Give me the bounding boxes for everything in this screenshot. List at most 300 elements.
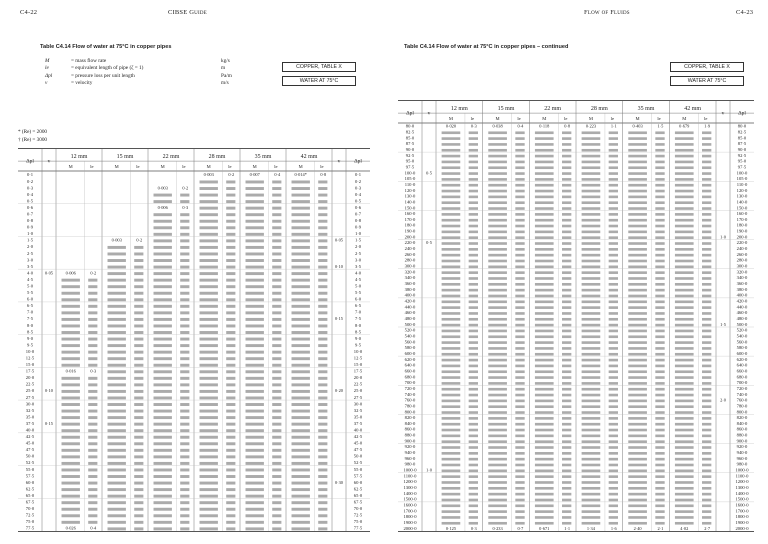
column-head-m: M <box>114 163 119 169</box>
dp-value: 9·5 <box>26 342 34 348</box>
cell-mark <box>702 359 711 362</box>
cell-mark <box>246 324 264 327</box>
cell-mark <box>442 394 461 397</box>
cell-mark <box>292 527 310 530</box>
cell-mark <box>200 318 218 321</box>
cell-mark <box>108 305 126 308</box>
cell-mark <box>88 338 97 341</box>
cell-mark <box>562 341 571 344</box>
dp-value: 680·0 <box>736 374 748 380</box>
cell-mass-flow: 0·003 <box>111 237 122 243</box>
cell-mark <box>88 423 97 426</box>
cell-mark <box>535 405 554 408</box>
cell-mark <box>702 370 711 373</box>
cell-mark <box>582 487 601 490</box>
cell-mark <box>226 266 235 269</box>
cell-mark <box>62 383 80 386</box>
cell-mark <box>702 365 711 368</box>
cell-mark <box>702 382 711 385</box>
cell-mark <box>515 306 524 309</box>
cell-mark <box>180 279 189 282</box>
cell-mark <box>515 289 524 292</box>
cell-mark <box>675 289 694 292</box>
cell-mark <box>515 219 524 222</box>
cell-mark <box>702 417 711 420</box>
cell-equivalent-length: 0·2 <box>182 185 189 191</box>
cell-mark <box>200 436 218 439</box>
cell-mark <box>515 405 524 408</box>
cell-mark <box>469 510 478 513</box>
cell-mark <box>318 403 327 406</box>
dp-value: 97·5 <box>405 164 415 170</box>
cell-mark <box>246 488 264 491</box>
cell-mark <box>272 318 281 321</box>
cell-mark <box>226 252 235 255</box>
dp-value: 500·0 <box>404 321 416 327</box>
cell-mark <box>180 220 189 223</box>
cell-mark <box>180 324 189 327</box>
cell-mark <box>675 254 694 257</box>
flow-table-right <box>398 100 754 532</box>
cell-mark <box>562 470 571 473</box>
cell-mark <box>442 335 461 338</box>
cell-mark <box>488 487 507 490</box>
cell-mark <box>562 172 571 175</box>
cell-mark <box>655 470 664 473</box>
cell-mark <box>272 449 281 452</box>
cell-mark <box>88 462 97 465</box>
dp-value: 65·0 <box>25 492 35 498</box>
dp-value: 105·0 <box>736 176 748 182</box>
cell-mark <box>62 455 80 458</box>
cell-mark <box>515 440 524 443</box>
cell-mark <box>154 410 172 413</box>
cell-mark <box>488 318 507 321</box>
cell-mark <box>154 298 172 301</box>
cell-mark <box>488 271 507 274</box>
cell-mark <box>180 226 189 229</box>
cell-mark <box>246 383 264 386</box>
cell-equivalent-length: 0·3 <box>470 525 477 531</box>
cell-mark <box>292 364 310 367</box>
cell-mark <box>488 196 507 199</box>
cell-mark <box>200 233 218 236</box>
cell-mark <box>702 481 711 484</box>
cell-mark <box>442 131 461 134</box>
dp-value: 0·7 <box>26 211 34 217</box>
cell-mark <box>488 184 507 187</box>
dp-value: 8·5 <box>354 329 362 335</box>
cell-mark <box>292 410 310 413</box>
cell-mark <box>655 487 664 490</box>
cell-mark <box>675 219 694 222</box>
dp-value: 35·0 <box>353 414 363 420</box>
cell-mark <box>469 178 478 181</box>
cell-mark <box>609 429 618 432</box>
dp-value: 100·0 <box>736 170 748 176</box>
cell-mark <box>582 172 601 175</box>
cell-mark <box>702 394 711 397</box>
cell-mark <box>272 272 281 275</box>
cell-mark <box>154 351 172 354</box>
cell-mark <box>226 292 235 295</box>
dp-value: 980·0 <box>736 461 748 467</box>
cell-mark <box>62 338 80 341</box>
cell-mark <box>628 429 647 432</box>
dp-value: 1200·0 <box>403 479 417 485</box>
cell-mark <box>535 196 554 199</box>
cell-mark <box>226 442 235 445</box>
cell-mark <box>226 344 235 347</box>
cell-mark <box>609 219 618 222</box>
cell-mark <box>292 298 310 301</box>
cell-mark <box>180 259 189 262</box>
cell-mark <box>675 155 694 158</box>
cell-mark <box>655 271 664 274</box>
cell-mark <box>154 364 172 367</box>
column-head-le: le <box>704 115 708 121</box>
cell-mark <box>655 161 664 164</box>
cell-mark <box>108 396 126 399</box>
cell-mark <box>442 429 461 432</box>
dp-value: 0·4 <box>354 191 362 197</box>
column-head-dp: Δpl <box>738 110 746 117</box>
cell-mark <box>292 455 310 458</box>
cell-mark <box>318 338 327 341</box>
cell-mark <box>318 194 327 197</box>
cell-mark <box>226 357 235 360</box>
dp-value: 120·0 <box>736 187 748 193</box>
cell-mark <box>272 482 281 485</box>
cell-mark <box>442 155 461 158</box>
cell-mark <box>154 305 172 308</box>
dp-value: 17·5 <box>25 368 35 374</box>
cell-mark <box>469 277 478 280</box>
dp-value: 860·0 <box>404 426 416 432</box>
cell-mark <box>535 493 554 496</box>
cell-mark <box>226 226 235 229</box>
dp-value: 170·0 <box>404 216 416 222</box>
cell-mark <box>62 396 80 399</box>
dp-value: 1500·0 <box>735 496 749 502</box>
cell-mark <box>108 455 126 458</box>
cell-mark <box>62 377 80 380</box>
dp-value: 4·0 <box>26 270 34 276</box>
cell-mark <box>180 213 189 216</box>
cell-mark <box>134 416 143 419</box>
dp-value: 340·0 <box>404 275 416 281</box>
cell-mark <box>154 488 172 491</box>
cell-mark <box>226 449 235 452</box>
cell-mark <box>515 312 524 315</box>
cell-mark <box>226 501 235 504</box>
cell-equivalent-length: 2·7 <box>704 525 711 531</box>
cell-mark <box>88 501 97 504</box>
cell-mark <box>272 475 281 478</box>
dp-value: 15·0 <box>25 362 35 368</box>
cell-mark <box>702 271 711 274</box>
dp-value: 1100·0 <box>403 473 417 479</box>
cell-mark <box>200 226 218 229</box>
dp-value: 1300·0 <box>403 485 417 491</box>
cell-mark <box>675 184 694 187</box>
cell-mark <box>562 231 571 234</box>
cell-mark <box>702 411 711 414</box>
cell-mark <box>655 365 664 368</box>
cell-mark <box>535 400 554 403</box>
cell-mark <box>675 271 694 274</box>
cell-mark <box>628 196 647 199</box>
cell-mark <box>628 248 647 251</box>
cell-mark <box>488 440 507 443</box>
cell-mark <box>675 231 694 234</box>
cell-equivalent-length: 0·4 <box>274 172 281 178</box>
cell-mark <box>88 279 97 282</box>
cell-mark <box>582 499 601 502</box>
dp-value: 27·5 <box>353 394 363 400</box>
cell-mark <box>318 488 327 491</box>
cell-mark <box>292 279 310 282</box>
cell-mark <box>226 324 235 327</box>
cell-mark <box>108 403 126 406</box>
cell-mark <box>292 383 310 386</box>
cell-mark <box>655 452 664 455</box>
dp-value: 1·0 <box>354 231 362 237</box>
cell-mark <box>535 499 554 502</box>
cell-mark <box>272 298 281 301</box>
cell-mark <box>62 357 80 360</box>
cell-mark <box>702 330 711 333</box>
cell-mark <box>628 324 647 327</box>
dp-value: 72·5 <box>25 512 35 518</box>
column-head-size: 28 mm <box>590 106 608 113</box>
dp-value: 640·0 <box>736 362 748 368</box>
cell-mark <box>609 522 618 525</box>
cell-mark <box>108 462 126 465</box>
cell-mark <box>246 357 264 360</box>
cell-mark <box>154 396 172 399</box>
dp-value: 0·5 <box>26 198 34 204</box>
cell-mark <box>609 283 618 286</box>
cell-mark <box>88 475 97 478</box>
cell-mark <box>226 305 235 308</box>
cell-mark <box>469 388 478 391</box>
cell-mark <box>582 289 601 292</box>
cell-mark <box>469 207 478 210</box>
cell-mark <box>318 187 327 190</box>
cell-mark <box>62 416 80 419</box>
column-head-size: 35 mm <box>254 154 272 161</box>
cell-mark <box>628 254 647 257</box>
cell-mark <box>442 446 461 449</box>
cell-mass-flow: 0·014* <box>294 172 307 178</box>
cell-mark <box>200 455 218 458</box>
cell-mark <box>488 370 507 373</box>
cell-mark <box>246 331 264 334</box>
dp-value: 0·6 <box>354 204 362 210</box>
dp-value: 160·0 <box>736 211 748 217</box>
dp-value: 180·0 <box>404 222 416 228</box>
cell-mark <box>609 423 618 426</box>
cell-mark <box>488 277 507 280</box>
dp-value: 2·5 <box>354 250 362 256</box>
cell-mark <box>609 446 618 449</box>
cell-mark <box>535 370 554 373</box>
cell-mark <box>675 464 694 467</box>
cell-mark <box>318 200 327 203</box>
dp-value: 200·0 <box>404 234 416 240</box>
cell-mark <box>272 239 281 242</box>
cell-mark <box>562 382 571 385</box>
cell-mark <box>246 377 264 380</box>
cell-mark <box>702 248 711 251</box>
dp-value: 52·5 <box>25 460 35 466</box>
cell-mark <box>562 312 571 315</box>
cell-equivalent-length: 0·4 <box>90 525 97 531</box>
cell-mark <box>134 521 143 524</box>
cell-mark <box>582 131 601 134</box>
cell-mark <box>515 335 524 338</box>
cell-mark <box>562 330 571 333</box>
cell-mark <box>515 423 524 426</box>
cell-mark <box>535 382 554 385</box>
cell-mark <box>62 285 80 288</box>
cell-mark <box>200 207 218 210</box>
cell-mark <box>628 481 647 484</box>
dp-value: 9·5 <box>354 342 362 348</box>
dp-value: 600·0 <box>736 350 748 356</box>
cell-mark <box>609 201 618 204</box>
cell-mark <box>272 351 281 354</box>
cell-mark <box>675 312 694 315</box>
cell-mark <box>318 272 327 275</box>
dp-value: 900·0 <box>404 438 416 444</box>
cell-mark <box>655 394 664 397</box>
cell-mark <box>469 347 478 350</box>
column-head-v: v <box>427 110 431 117</box>
cell-mark <box>562 137 571 140</box>
cell-mark <box>292 187 310 190</box>
cell-mark <box>134 495 143 498</box>
cell-mark <box>488 254 507 257</box>
dp-value: 940·0 <box>736 450 748 456</box>
cell-mark <box>562 201 571 204</box>
cell-mark <box>469 464 478 467</box>
cell-mark <box>272 279 281 282</box>
cell-mark <box>655 312 664 315</box>
cell-equivalent-length: 0·8 <box>320 172 327 178</box>
cell-mark <box>318 318 327 321</box>
cell-mark <box>655 254 664 257</box>
cell-mark <box>609 271 618 274</box>
cell-mark <box>62 475 80 478</box>
table-title: Table C4.14 Flow of water at 75°C in copper pipes <box>40 44 172 50</box>
cell-mark <box>628 335 647 338</box>
cell-mass-flow: 0·403 <box>632 123 643 129</box>
cell-mark <box>180 246 189 249</box>
cell-mark <box>134 488 143 491</box>
cell-mark <box>318 390 327 393</box>
dp-value: 7·0 <box>354 309 362 315</box>
cell-mark <box>200 180 218 183</box>
cell-mark <box>108 527 126 530</box>
dp-value: 47·5 <box>353 447 363 453</box>
cell-mark <box>200 213 218 216</box>
cell-mark <box>108 377 126 380</box>
cell-mark <box>535 324 554 327</box>
cell-mark <box>200 475 218 478</box>
cell-mark <box>675 458 694 461</box>
cell-mark <box>292 488 310 491</box>
dp-value: 1700·0 <box>735 508 749 514</box>
cell-mark <box>515 271 524 274</box>
cell-mark <box>292 508 310 511</box>
cell-mark <box>562 236 571 239</box>
cell-mark <box>469 149 478 152</box>
cell-mark <box>655 201 664 204</box>
dp-value: 560·0 <box>404 339 416 345</box>
dp-value: 110·0 <box>404 181 416 187</box>
cell-mark <box>469 306 478 309</box>
dp-value: 740·0 <box>404 391 416 397</box>
cell-mark <box>535 225 554 228</box>
cell-mark <box>108 475 126 478</box>
dp-value: 7·0 <box>26 309 34 315</box>
cell-mark <box>655 242 664 245</box>
cell-mark <box>609 143 618 146</box>
cell-mark <box>702 475 711 478</box>
cell-mark <box>628 516 647 519</box>
cell-mark <box>655 405 664 408</box>
flow-table-left <box>18 148 370 532</box>
cell-mark <box>582 429 601 432</box>
dp-value: 920·0 <box>736 444 748 450</box>
cell-mark <box>318 279 327 282</box>
cell-mark <box>655 400 664 403</box>
dp-value: 540·0 <box>736 333 748 339</box>
dp-value: 420·0 <box>404 298 416 304</box>
cell-mark <box>675 143 694 146</box>
cell-mark <box>488 388 507 391</box>
cell-mark <box>272 521 281 524</box>
cell-mark <box>88 383 97 386</box>
cell-mark <box>535 137 554 140</box>
cell-mark <box>154 233 172 236</box>
cell-mark <box>675 394 694 397</box>
cell-mark <box>469 155 478 158</box>
cell-mark <box>108 272 126 275</box>
footnote: † (Re) = 3000 <box>18 137 48 143</box>
cell-mark <box>609 236 618 239</box>
cell-mark <box>702 242 711 245</box>
cell-mark <box>535 207 554 210</box>
cell-mark <box>515 400 524 403</box>
page-number-left: C4-22 <box>20 9 38 16</box>
dp-value: 1900·0 <box>735 520 749 526</box>
cell-mark <box>442 236 461 239</box>
dp-value: 57·5 <box>25 473 35 479</box>
cell-mark <box>562 295 571 298</box>
cell-mass-flow: 0·038 <box>492 123 503 129</box>
cell-mark <box>628 376 647 379</box>
dp-value: 1000·0 <box>403 467 417 473</box>
cell-mark <box>180 475 189 478</box>
cell-mark <box>582 149 601 152</box>
cell-mark <box>609 405 618 408</box>
cell-mark <box>655 370 664 373</box>
cell-mark <box>318 462 327 465</box>
cell-mark <box>655 178 664 181</box>
